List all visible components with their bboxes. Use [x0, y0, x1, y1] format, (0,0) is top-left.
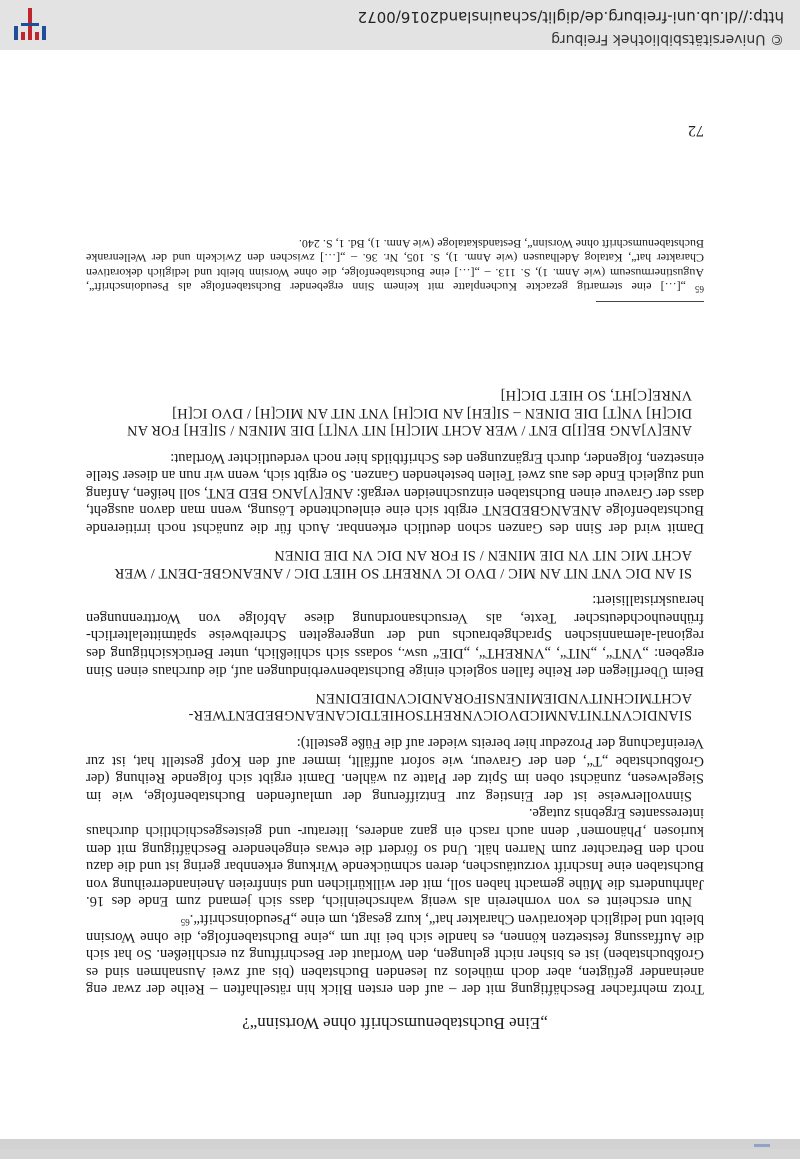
repository-footer [0, 0, 800, 50]
letter-sequence: SIANDICVNTNITANMICDVOICVNREHTSOHIETDICANEANGBEDENTWER-ACHTMICHNITVNDIEMINENSIFORANDICVNDIEDINEN [188, 690, 692, 724]
article-title: „Eine Buchstabenumschrift ohne Wortsinn“? [242, 1014, 548, 1033]
footnote [86, 236, 704, 294]
page-edge-mark [754, 1144, 770, 1147]
copyright-notice: © Universitätsbibliothek Freiburg [551, 31, 784, 47]
footnote-number: 65 [695, 284, 704, 294]
paragraph-2: Nun erscheint es von vornherein als wenig wahrscheinlich, dass sich jemand zum Ende des 16. Jahrhunderts die Mühe gemacht haben soll, mit der willkürlichen und sinnfreien Aneinanderreihung von Buchstaben eine Inschrift vorzutäuschen, deren schmückende Wirkung erkennbar gering ist und die dazu noch den Betrachter zum Narren hält. Und so fördert die etwas eingehendere Beschäftigung mit dem kuriosen ‚Phänomen‘ denn auch rasch ein ganz anderes, literatur- und geistesgeschichtlich durchaus interessantes Ergebnis zutage. [86, 805, 704, 910]
footnote-text: „[…] eine sternartig gezackte Kuchenplatte mit keinem Sinn ergebender Buchstabenfolge als Pseudoinschrift“, Augustinermuseum (wie Anm. 1), S. 113. – „[…] eine Buchstabenfolge, die ohne Worsinn bleibt und lediglich dekorativen Charakter hat“, Katalog Adelhausen (wie Anm. 1), S. 105, Nr. 36. – „[…] zwischen den Zwickeln und der Wellenranke Buchstabenumschrift ohne Worsinn“, Bestandskataloge (wie Anm. 1), Bd. 1, S. 240. [86, 236, 704, 294]
paragraph-4: Beim Überfliegen der Reihe fallen sogleich einige Buchstabenverbindungen auf, die durchaus einen Sinn ergeben: „VNT“, „NIT“, „VNREHT“, „DIE“ usw., sodass sich schließlich, unter Berücksichtigung des regional-alemannischen Sprachgebrauchs und der ungeregelten Schreibweise spätmittelalterlich-frühneuhochdeutscher Texte, als Versuchsanordnung diese Abfolge von Worttrennungen herauskristallisiert: [86, 592, 704, 679]
paragraph-5: Damit wird der Sinn des Ganzen schon deutlich erkennbar. Auch für die zunächst noch irritierende Buchstabenfolge ANEANGBEDENT ergibt sich eine einleuchtende Lösung, wenn man davon ausgeht, dass der Graveur einen Buchstaben einzuschneiden vergaß: ANE[V]ANG BED ENT, soll heißen, Anfang und zugleich Ende des aus zwei Teilen bestehenden Ganzen. So ergibt sich, wenn wir nun an dieser Stelle einsetzen, folgender, durch Ergänzungen des Schriftbilds hier noch verdeutlichter Wortlaut: [86, 449, 704, 536]
paragraph-1 [86, 909, 704, 997]
paragraph-3: Sinnvollerweise ist der Einstieg zur Entzifferung der umlaufenden Buchstabenfolge, wie im Siegelwesen, zunächst oben im Spitz der Platte zu wählen. Damit ergibt sich folgende Reihung (der Großbuchstabe „T“, den der Graveur, wie sofort auffällt, immer auf den Kopf gestellt hat, ist zur Vereinfachung der Prozedur hier bereits wieder auf die Füße gestellt): [86, 735, 704, 804]
reconstructed-inscription: ANE[V]ANG BE[I]D ENT / WER ACHT MIC[H] NIT VN[T] DIE MINEN / SI[EH] FOR AN DIC[H] VN[T] DIE DINEN – SI[EH] AN DIC[H] VNT NIT AN MIC[H] / DVO IC[H] VNRE[C]HT, SO HIET DIC[H] [126, 387, 692, 438]
word-division: SI AN DIC VNT NIT AN MIC / DVO IC VNREHT SO HIET DIC / ANEANGBE-DENT / WER ACHT MIC NIT VN DIE MINEN / SI FOR AN DIC VN DIE DINEN [114, 547, 692, 581]
university-logo-icon[interactable] [12, 6, 48, 42]
permalink-url[interactable]: http://dl.ub.uni-freiburg.de/diglit/schauinsland2016/0072 [357, 8, 784, 26]
paragraph-1-text: Trotz mehrfacher Beschäftigung mit der – auf den ersten Blick hin rätselhaften – Reihe der zwar eng aneinander gefügten, aber doch mühelos zu lesenden Buchstaben (bis auf zwei Ausnahmen sind es Großbuchstaben) ist es bisher nicht gelungen, den Wortlaut der Beschriftung zu erschließen. So hat sich die Auffassung festsetzen können, es handle sich bei ihr um „eine Buchstabenfolge, die ohne Worsinn bleibt und lediglich dekorativen Charakter hat“, kurz gesagt, um eine „Pseudoinschrift“. [86, 911, 704, 998]
scanned-page [0, 50, 800, 1149]
article-body [86, 376, 704, 1032]
page-edge-bar [0, 1139, 800, 1149]
page-number: 72 [688, 122, 704, 139]
footnote-ref[interactable]: 65 [180, 917, 190, 928]
footnote-rule [596, 301, 704, 302]
